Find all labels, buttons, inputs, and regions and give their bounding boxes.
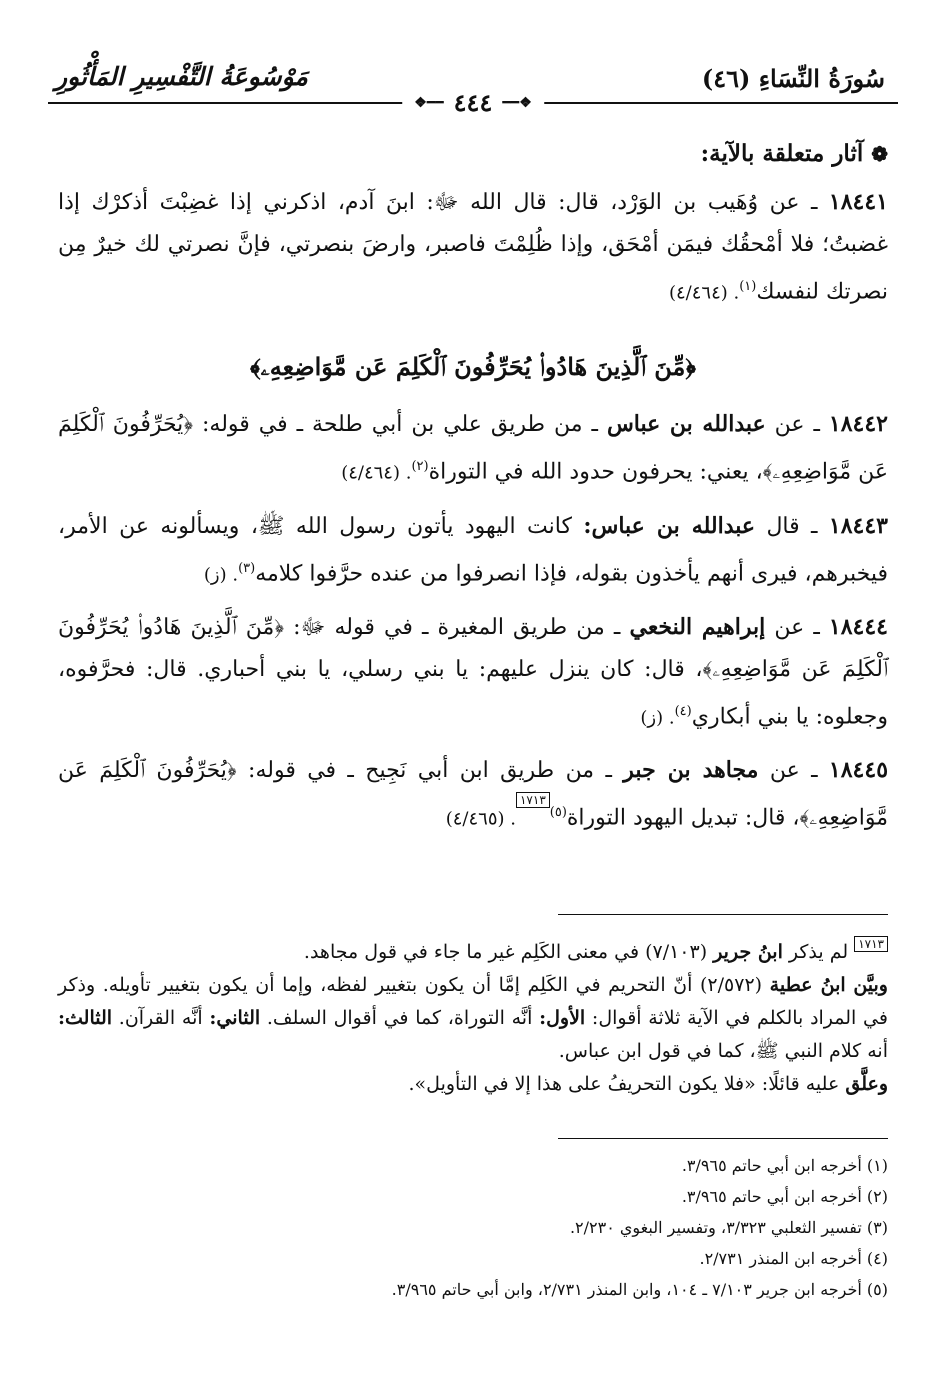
note-divider [558, 914, 888, 915]
athar-number: ١٨٤٤١ [828, 189, 888, 215]
volume-ref: . (٤/٤٦٤) [341, 462, 412, 484]
ornament-icon: ━━❖ [414, 94, 444, 111]
note-line [58, 969, 888, 1068]
volume-ref: . (ز) [640, 707, 675, 729]
note-text: وبيَّن [853, 974, 888, 996]
athar-pre: ـ عن [769, 758, 818, 784]
note-box-ref: ١٧١٣ [854, 936, 888, 952]
footnote-divider [558, 1138, 888, 1139]
editor-note [58, 936, 888, 1101]
narrator-name: مجاهد بن جبر [623, 757, 759, 784]
athar-text: كانت اليهود يأتون رسول الله ﷺ، ويسألونه عن الأمر، فيخبرهم، فيرى أنهم يأخذون بقوله، فإذا انصرفوا من عنده حرَّفوا كلامه [58, 513, 888, 586]
athar-item [58, 749, 888, 840]
athar-item [58, 505, 888, 596]
athar-number: ١٨٤٤٣ [828, 512, 888, 539]
page-number-block [402, 88, 544, 117]
note-text: وعلَّق [845, 1073, 888, 1095]
page-number: ٤٤٤ [453, 88, 493, 117]
note-line [58, 936, 888, 969]
footnote: (٢) أخرجه ابن أبي حاتم ٣/٩٦٥. [681, 1187, 888, 1206]
athar-pre: ـ قال [766, 513, 818, 539]
note-text: أنَّه القرآن. [118, 1007, 203, 1029]
opinion-label: الثالث: [58, 1007, 113, 1029]
note-text: عليه قائلًا: «فلا يكون التحريفُ على هذا إلا في التأويل». [408, 1073, 840, 1095]
footnote: (٤) أخرجه ابن المنذر ٢/٧٣١. [699, 1249, 888, 1268]
narrator-name: إبراهيم النخعي [629, 613, 766, 640]
footnotes [58, 1150, 888, 1305]
note-box-ref: ١٧١٣ [516, 792, 550, 808]
note-text: لم يذكر [788, 941, 849, 963]
footnote-marker: (٤) [674, 703, 692, 719]
footnote: (٣) تفسير الثعلبي ٣/٣٢٣، وتفسير البغوي ٢/٢٣٠. [569, 1218, 888, 1237]
footnote: (١) أخرجه ابن أبي حاتم ٣/٩٦٥. [681, 1156, 888, 1175]
footnote: (٥) أخرجه ابن جرير ٧/١٠٣ ـ ١٠٤، وابن المنذر ٢/٧٣١، وابن أبي حاتم ٣/٩٦٥. [391, 1280, 888, 1299]
athar-text: ـ من طريق علي بن أبي طلحة ـ في قوله: ﴿يُحَرِّفُونَ ٱلْكَلِمَ عَن مَّوَاضِعِهِۦ﴾، يعني: يحرفون حدود الله في التوراة [58, 412, 888, 485]
note-text: أنه كلام النبي ﷺ، كما في قول ابن عباس. [558, 1040, 888, 1062]
athar-number: ١٨٤٤٥ [828, 757, 889, 784]
athar-number: ١٨٤٤٤ [828, 613, 888, 640]
footnote-marker: (١) [739, 279, 757, 294]
athar-item [58, 181, 888, 314]
volume-ref: . (ز) [203, 563, 239, 585]
note-text: (٧/١٠٣) في معنى الكَلِم غير ما جاء في قول مجاهد. [303, 941, 708, 963]
note-text: أنَّه التوراة، كما في أقوال السلف. [266, 1007, 533, 1029]
ornament-icon: ❖━━ [502, 94, 532, 111]
scholar-name: ابنُ جرير [713, 941, 783, 963]
ayah-title: ﴿مِّنَ ٱلَّذِينَ هَادُوا۟ يُحَرِّفُونَ ٱلْكَلِمَ عَن مَّوَاضِعِهِۦ﴾ [250, 352, 696, 382]
athar-text: ـ من طريق المغيرة ـ في قوله ﷻ: ﴿مِّنَ ٱلَّذِينَ هَادُوا۟ يُحَرِّفُونَ ٱلْكَلِمَ عَن مَّوَاضِعِهِۦ﴾، قال: كان ينزل عليهم: يا بني رسلي، يا بني أحباري. قال: فحرَّفوه، وجعلوه: يا بني أبكاري [58, 614, 888, 730]
athar-pre: ـ عن [774, 614, 820, 640]
athar-text: ـ من طريق ابن أبي نَجِيح ـ في قوله: ﴿يُحَرِّفُونَ ٱلْكَلِمَ عَن مَّوَاضِعِهِۦ﴾، قال: تبديل اليهود التوراة [58, 758, 888, 831]
note-text: (٢/٥٧٢) أنّ التحريم في الكَلِم إمَّا أن يكون بتغيير لفظه، وإما أن يكون بتغيير تأويله. وذكر في المراد بالكلم في الآية ثلاثة أقوال: [58, 974, 888, 1029]
athar-number: ١٨٤٤٢ [828, 411, 888, 438]
book-title: مَوْسُوعَةُ التَّفْسِيرِ المَأْثُورِ [55, 62, 308, 91]
opinion-label: الأول: [539, 1007, 586, 1029]
opinion-label: الثاني: [209, 1007, 261, 1029]
footnote-marker: (٥) [549, 805, 567, 821]
volume-ref: . (٤/٤٦٤) [668, 282, 740, 304]
note-line [58, 1068, 888, 1101]
flower-icon: ❁ [871, 142, 888, 166]
athar-item [58, 606, 888, 739]
volume-ref: . (٤/٤٦٥) [445, 808, 516, 830]
main-text [58, 140, 888, 841]
sura-title: سُورَةُ النِّسَاءِ (٤٦) [701, 64, 885, 93]
athar-item [58, 403, 888, 494]
narrator-name: عبدالله بن عباس [606, 411, 766, 438]
scholar-name: ابنُ عطية [769, 974, 846, 996]
narrator-name: عبدالله بن عباس: [583, 512, 756, 539]
athar-text: ـ عن وُهَيب بن الوَرْد، قال: قال الله ﷻ: ابنَ آدم، اذكرني إذا غضِبْتَ أذكرْك إذا غضبتُ؛ فلا أمْحقُك فيمَن أمْحَق، وإذا ظُلِمْتَ فاصبر، وارضَ بنصرتي، فإنَّ نصرتي لك خيرٌ مِن نصرتك لنفسك [58, 190, 888, 305]
section-heading [58, 140, 888, 167]
footnote-marker: (٣) [238, 560, 256, 576]
section-heading-text: آثار متعلقة بالآية: [700, 140, 864, 167]
athar-pre: ـ عن [774, 412, 820, 438]
footnote-marker: (٢) [411, 459, 429, 475]
